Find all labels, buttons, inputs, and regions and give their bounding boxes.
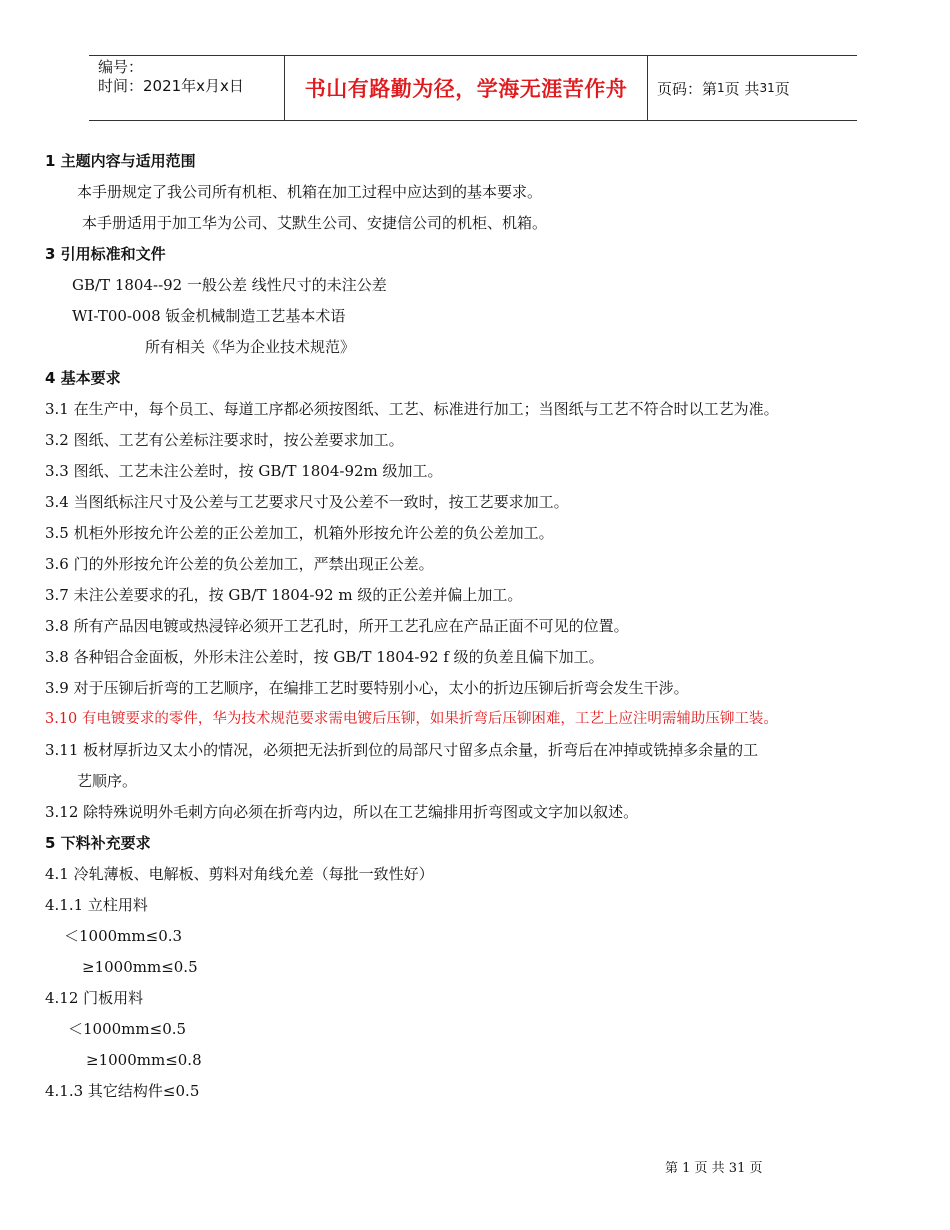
page-mid: 页 共 (724, 79, 760, 98)
header-meta (89, 56, 285, 120)
page-footer: 第 1 页 共 31 页 (665, 1161, 763, 1176)
paragraph-line: 本手册规定了我公司所有机柜、机箱在加工过程中应达到的基本要求。 (77, 183, 543, 201)
section-heading-4: 4 基本要求 (45, 369, 121, 387)
cutting-requirement-line: 4.12 门板用料 (45, 989, 144, 1007)
time-label: 时间：2021年x月x日 (98, 77, 244, 95)
cutting-requirement-line: 4.1.1 立柱用料 (45, 896, 148, 914)
requirement-line: 3.3 图纸、工艺未注公差时，按 GB/T 1804-92m 级加工。 (45, 462, 443, 480)
tolerance-line: ≥1000mm≤0.8 (86, 1051, 202, 1069)
reference-line: WI-T00-008 钣金机械制造工艺基本术语 (72, 307, 346, 325)
tolerance-line: ＜1000mm≤0.3 (64, 927, 183, 945)
requirement-line: 3.7 未注公差要求的孔，按 GB/T 1804-92 m 级的正公差并偏上加工。 (45, 586, 523, 604)
number-label: 编号： (98, 58, 144, 76)
requirement-line: 3.2 图纸、工艺有公差标注要求时，按公差要求加工。 (45, 431, 404, 449)
requirement-line: 3.12 除特殊说明外毛刺方向必须在折弯内边，所以在工艺编排用折弯图或文字加以叙述。 (45, 803, 639, 821)
section-heading-5: 5 下料补充要求 (45, 834, 151, 852)
header-motto: 书山有路勤为径，学海无涯苦作舟 (285, 56, 648, 120)
requirement-line: 3.11 板材厚折边又太小的情况，必须把无法折到位的局部尺寸留多点余量，折弯后在冲掉或铣掉多余量的工 (45, 741, 759, 759)
cutting-requirement-line: 4.1.3 其它结构件≤0.5 (45, 1082, 200, 1100)
header-page-info (648, 56, 857, 120)
requirement-line: 3.5 机柜外形按允许公差的正公差加工，机箱外形按允许公差的负公差加工。 (45, 524, 554, 542)
reference-line: 所有相关《华为企业技术规范》 (145, 338, 356, 356)
requirement-line: 3.9 对于压铆后折弯的工艺顺序，在编排工艺时要特别小心，太小的折边压铆后折弯会发生干涉。 (45, 679, 689, 697)
tolerance-line: ≥1000mm≤0.5 (82, 958, 198, 976)
page-prefix: 页码：第 (657, 79, 718, 98)
requirement-line: 3.1 在生产中，每个员工、每道工序都必须按图纸、工艺、标准进行加工；当图纸与工艺不符合时以工艺为准。 (45, 400, 779, 418)
reference-line: GB/T 1804--92 一般公差 线性尺寸的未注公差 (72, 276, 387, 294)
requirement-line: 3.4 当图纸标注尺寸及公差与工艺要求尺寸及公差不一致时，按工艺要求加工。 (45, 493, 569, 511)
document-header (89, 55, 857, 121)
paragraph-line: 本手册适用于加工华为公司、艾默生公司、安捷信公司的机柜、机箱。 (82, 214, 548, 232)
section-heading-1: 1 主题内容与适用范围 (45, 152, 196, 170)
requirement-line: 3.6 门的外形按允许公差的负公差加工，严禁出现正公差。 (45, 555, 434, 573)
requirement-line-highlighted: 3.10 有电镀要求的零件，华为技术规范要求需电镀后压铆，如果折弯后压铆困难，工艺上应注明需辅助压铆工装。 (45, 711, 778, 727)
requirement-line: 3.8 所有产品因电镀或热浸锌必须开工艺孔时，所开工艺孔应在产品正面不可见的位置。 (45, 617, 629, 635)
page-suffix: 页 (774, 79, 790, 98)
section-heading-3: 3 引用标准和文件 (45, 245, 166, 263)
tolerance-line: ＜1000mm≤0.5 (68, 1020, 187, 1038)
page-total: 31 (759, 81, 775, 95)
cutting-requirement-line: 4.1 冷轧薄板、电解板、剪料对角线允差（每批一致性好） (45, 865, 434, 883)
page-number: 1 (717, 81, 725, 95)
requirement-line-continued: 艺顺序。 (77, 772, 138, 790)
requirement-line: 3.8 各种铝合金面板，外形未注公差时，按 GB/T 1804-92 f 级的负差且偏下加工。 (45, 648, 604, 666)
